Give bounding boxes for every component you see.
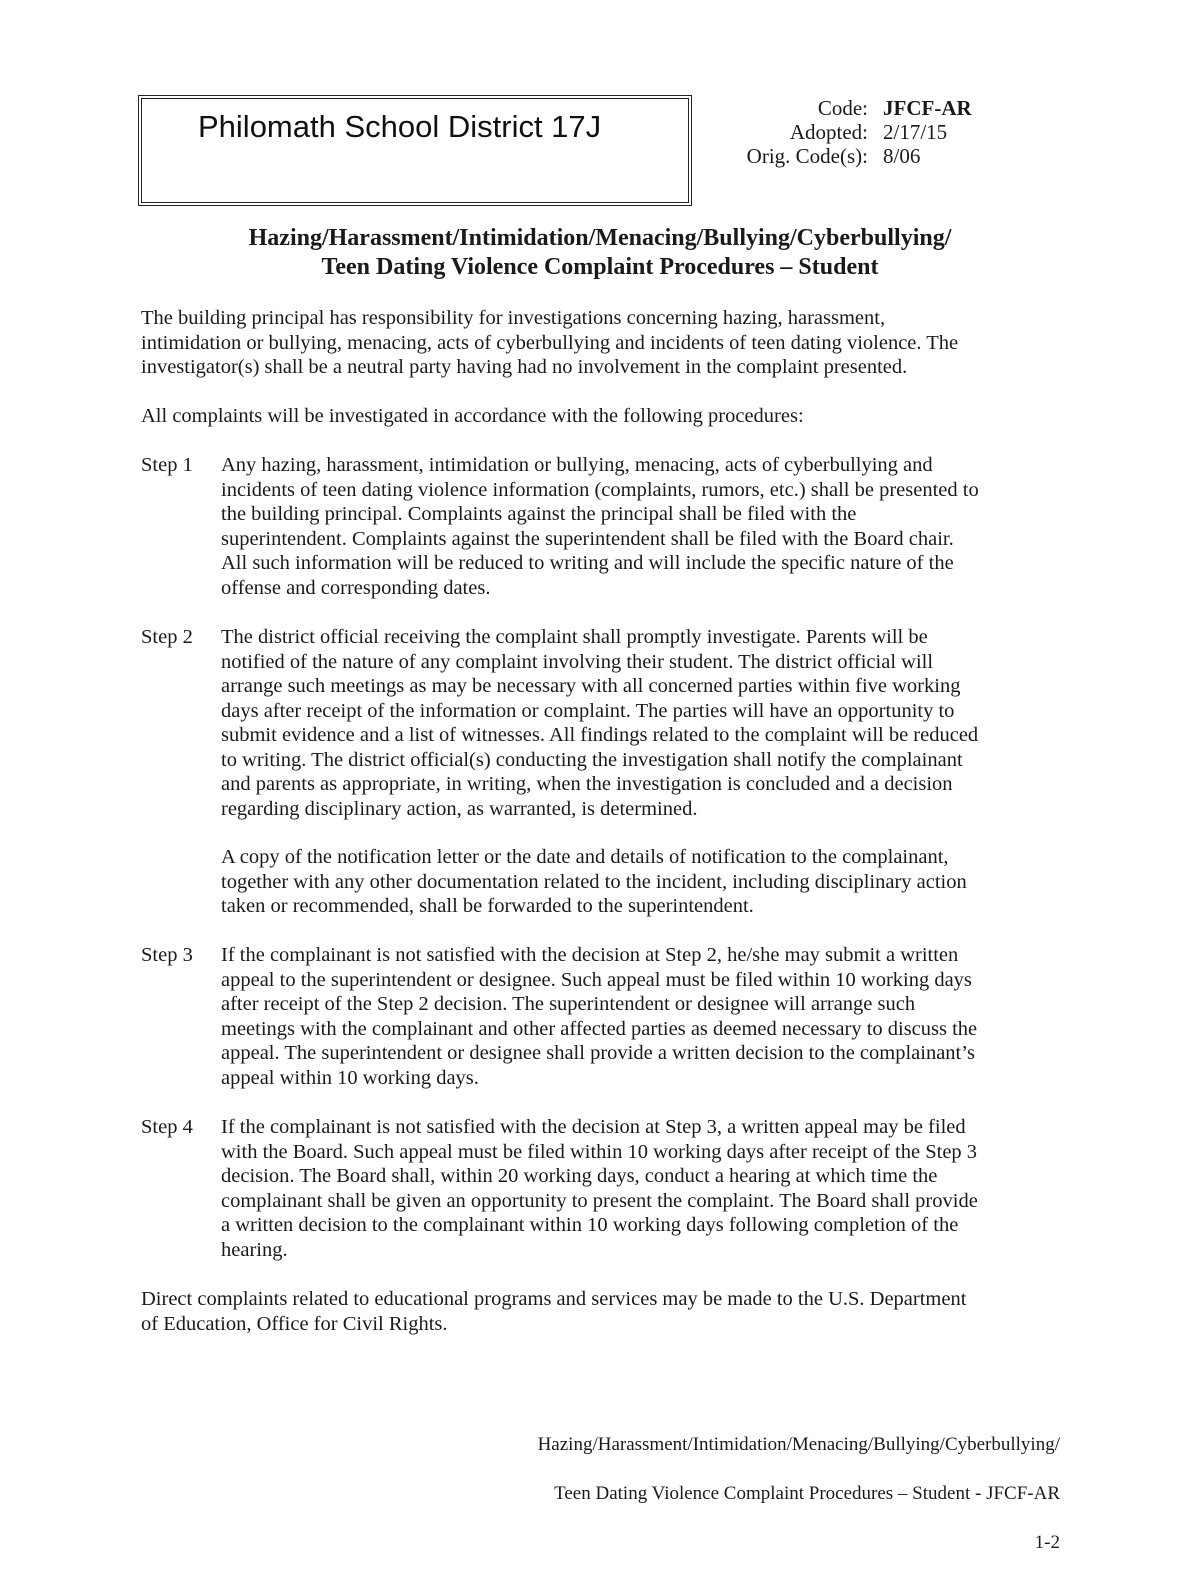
step-label: Step 2	[141, 626, 193, 648]
footer-title-line-2: Teen Dating Violence Complaint Procedures – Student - JFCF-AR	[554, 1482, 1060, 1504]
step-text: If the complainant is not satisfied with the decision at Step 3, a written appeal may be filed with the Board. Such appeal must be filed within 10 working days after receipt of the Step 3 decision. The Board shall, within 20 working days, conduct a hearing at which time the complainant shall be given an opportunity to present the complaint. The Board shall provide a written decision to the complainant within 10 working days following completion of the hearing.	[221, 1116, 978, 1261]
policy-codes	[720, 96, 972, 168]
district-header-inner-border	[141, 98, 689, 203]
title-line-1: Hazing/Harassment/Intimidation/Menacing/Bullying/Cyberbullying/	[248, 225, 952, 251]
orig-codes-value: 8/06	[883, 144, 921, 168]
step-label: Step 3	[141, 944, 193, 966]
procedures-intro: All complaints will be investigated in accordance with the following procedures:	[141, 405, 804, 427]
step-text: Any hazing, harassment, intimidation or bullying, menacing, acts of cyberbullying and incidents of teen dating violence information (complaints, rumors, etc.) shall be presented to the building principal. Complaints against the principal shall be filed with the superintendent. Complaints against the superintendent shall be filed with the Board chair. All such information will be reduced to writing and will include the specific nature of the offense and corresponding dates.	[221, 454, 979, 599]
adopted-row	[720, 120, 972, 144]
orig-codes-label: Orig. Code(s):	[746, 144, 868, 168]
step-text: The district official receiving the complaint shall promptly investigate. Parents will be notified of the nature of any complaint involving their student. The district official will arrange such meetings as may be necessary with all concerned parties within five working days after receipt of the information or complaint. The parties will have an opportunity to submit evidence and a list of witnesses. All findings related to the complaint will be reduced to writing. The district official(s) conducting the investigation shall notify the complainant and parents as appropriate, in writing, when the investigation is concluded and a decision regarding disciplinary action, as warranted, is determined.	[221, 626, 979, 820]
step-label: Step 1	[141, 454, 193, 476]
page-number: 1-2	[1034, 1531, 1060, 1553]
district-name: Philomath School District 17J	[198, 109, 602, 144]
step-label: Step 4	[141, 1116, 193, 1138]
intro-paragraph: The building principal has responsibility for investigations concerning hazing, harassment, intimidation or bullying, menacing, acts of cyberbullying and incidents of teen dating violence. The investigator(s) shall be a neutral party having had no involvement in the complaint presented.	[141, 307, 959, 378]
title-line-2: Teen Dating Violence Complaint Procedures – Student	[321, 254, 879, 280]
footer-title-line-1: Hazing/Harassment/Intimidation/Menacing/Bullying/Cyberbullying/	[537, 1433, 1060, 1455]
code-value: JFCF-AR	[883, 96, 972, 120]
code-label: Code:	[817, 96, 868, 120]
step-text: If the complainant is not satisfied with the decision at Step 2, he/she may submit a written appeal to the superintendent or designee. Such appeal must be filed within 10 working days after receipt of the Step 2 decision. The superintendent or designee will arrange such meetings with the complainant and other affected parties as deemed necessary to discuss the appeal. The superintendent or designee shall provide a written decision to the complainant’s appeal within 10 working days.	[221, 944, 978, 1089]
document-title	[0, 224, 1200, 282]
direct-complaints-paragraph: Direct complaints related to educational programs and services may be made to the U.S. Department of Education, Office for Civil Rights.	[141, 1288, 967, 1335]
orig-codes-row	[720, 144, 972, 168]
district-header-box	[138, 95, 692, 206]
code-row	[720, 96, 972, 120]
adopted-label: Adopted:	[789, 120, 868, 144]
adopted-value: 2/17/15	[883, 120, 948, 144]
step-text-continuation: A copy of the notification letter or the date and details of notification to the complainant, together with any other documentation related to the incident, including disciplinary action taken or recommended, shall be forwarded to the superintendent.	[221, 846, 967, 917]
